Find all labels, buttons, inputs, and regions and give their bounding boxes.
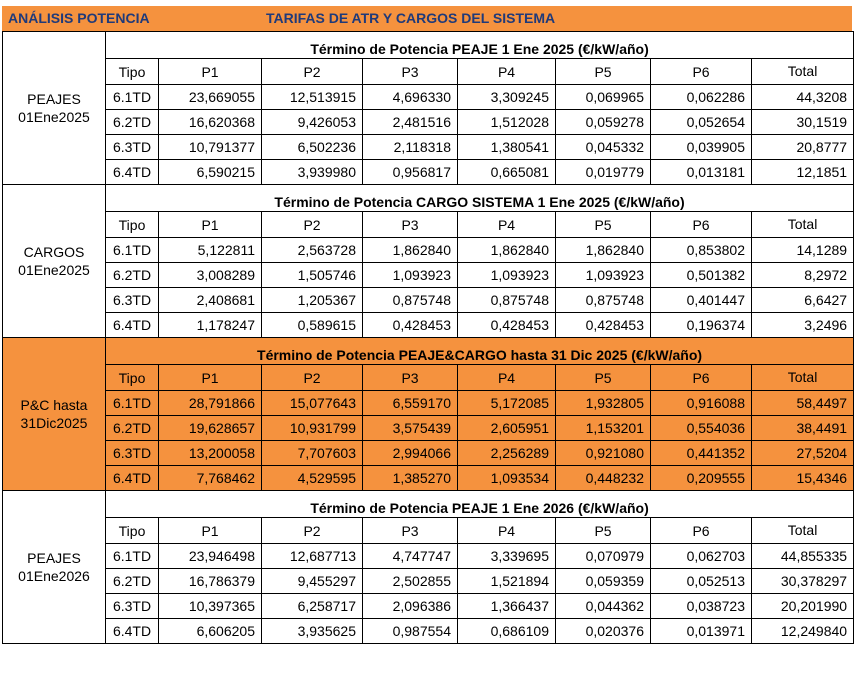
cell-tipo: 6.3TD <box>106 441 159 466</box>
cell-p6: 0,038723 <box>651 594 752 619</box>
cell-p1: 2,408681 <box>159 288 262 313</box>
cell-p6: 0,062703 <box>651 544 752 569</box>
cell-p3: 1,385270 <box>363 466 458 491</box>
section-title-row <box>3 32 854 59</box>
cell-p5: 0,921080 <box>556 441 651 466</box>
column-header-p3: P3 <box>363 59 458 85</box>
cell-p5: 0,428453 <box>556 313 651 338</box>
table-row <box>3 544 854 569</box>
cell-p4: 1,380541 <box>458 135 556 160</box>
column-header-p1: P1 <box>159 59 262 85</box>
cell-p6: 0,052513 <box>651 569 752 594</box>
cell-total: 6,6427 <box>752 288 854 313</box>
cell-p3: 0,987554 <box>363 619 458 644</box>
tariff-table-body <box>3 32 854 644</box>
cell-p2: 6,258717 <box>262 594 363 619</box>
cell-p1: 23,946498 <box>159 544 262 569</box>
cell-p3: 6,559170 <box>363 391 458 416</box>
cell-p4: 0,428453 <box>458 313 556 338</box>
cell-p2: 1,505746 <box>262 263 363 288</box>
cell-p3: 3,575439 <box>363 416 458 441</box>
cell-p2: 1,205367 <box>262 288 363 313</box>
column-header-total: Total <box>752 518 854 544</box>
cell-total: 12,1851 <box>752 160 854 185</box>
cell-p5: 0,070979 <box>556 544 651 569</box>
table-row <box>3 569 854 594</box>
cell-p4: 0,686109 <box>458 619 556 644</box>
cell-p4: 1,093923 <box>458 263 556 288</box>
column-header-total: Total <box>752 365 854 391</box>
cell-p6: 0,916088 <box>651 391 752 416</box>
cell-tipo: 6.4TD <box>106 313 159 338</box>
cell-p3: 0,875748 <box>363 288 458 313</box>
table-row <box>3 313 854 338</box>
cell-p1: 16,620368 <box>159 110 262 135</box>
cell-p1: 10,397365 <box>159 594 262 619</box>
cell-p6: 0,039905 <box>651 135 752 160</box>
cell-p3: 4,696330 <box>363 85 458 110</box>
table-row <box>3 85 854 110</box>
cell-p1: 28,791866 <box>159 391 262 416</box>
column-header-p1: P1 <box>159 518 262 544</box>
cell-p2: 2,563728 <box>262 238 363 263</box>
column-header-row <box>3 212 854 238</box>
column-header-row <box>3 59 854 85</box>
section-label-line2: 01Ene2025 <box>18 262 90 278</box>
cell-p6: 0,196374 <box>651 313 752 338</box>
cell-p5: 1,932805 <box>556 391 651 416</box>
cell-tipo: 6.2TD <box>106 263 159 288</box>
column-header-p2: P2 <box>262 212 363 238</box>
column-header-tipo: Tipo <box>106 212 159 238</box>
cell-p3: 2,481516 <box>363 110 458 135</box>
cell-p2: 12,513915 <box>262 85 363 110</box>
cell-p6: 0,013181 <box>651 160 752 185</box>
cell-total: 38,4491 <box>752 416 854 441</box>
cell-p2: 4,529595 <box>262 466 363 491</box>
cell-p5: 0,020376 <box>556 619 651 644</box>
cell-p6: 0,853802 <box>651 238 752 263</box>
cell-p3: 1,862840 <box>363 238 458 263</box>
cell-p4: 1,366437 <box>458 594 556 619</box>
section-label-line1: P&C hasta <box>20 397 88 413</box>
cell-p6: 0,441352 <box>651 441 752 466</box>
cell-total: 8,2972 <box>752 263 854 288</box>
cell-p5: 0,448232 <box>556 466 651 491</box>
column-header-p1: P1 <box>159 365 262 391</box>
cell-p5: 1,093923 <box>556 263 651 288</box>
column-header-p5: P5 <box>556 518 651 544</box>
cell-p6: 0,501382 <box>651 263 752 288</box>
cell-tipo: 6.4TD <box>106 160 159 185</box>
cell-p1: 5,122811 <box>159 238 262 263</box>
cell-p2: 15,077643 <box>262 391 363 416</box>
column-header-total: Total <box>752 59 854 85</box>
cell-total: 30,378297 <box>752 569 854 594</box>
table-row <box>3 110 854 135</box>
cell-p3: 0,428453 <box>363 313 458 338</box>
section-title: Término de Potencia CARGO SISTEMA 1 Ene 2025 (€/kW/año) <box>106 185 854 212</box>
cell-total: 44,3208 <box>752 85 854 110</box>
table-row <box>3 160 854 185</box>
cell-p6: 0,554036 <box>651 416 752 441</box>
column-header-p4: P4 <box>458 212 556 238</box>
cell-p6: 0,013971 <box>651 619 752 644</box>
cell-p5: 0,059278 <box>556 110 651 135</box>
cell-p1: 10,791377 <box>159 135 262 160</box>
cell-p5: 0,059359 <box>556 569 651 594</box>
cell-total: 12,249840 <box>752 619 854 644</box>
cell-total: 15,4346 <box>752 466 854 491</box>
cell-p3: 2,502855 <box>363 569 458 594</box>
cell-p2: 3,939980 <box>262 160 363 185</box>
column-header-p6: P6 <box>651 212 752 238</box>
cell-p1: 16,786379 <box>159 569 262 594</box>
section-label <box>3 32 106 185</box>
table-row <box>3 263 854 288</box>
cell-p4: 1,862840 <box>458 238 556 263</box>
cell-p4: 1,512028 <box>458 110 556 135</box>
column-header-tipo: Tipo <box>106 518 159 544</box>
cell-tipo: 6.4TD <box>106 466 159 491</box>
column-header-p3: P3 <box>363 518 458 544</box>
column-header-p1: P1 <box>159 212 262 238</box>
column-header-p3: P3 <box>363 212 458 238</box>
section-label-line1: PEAJES <box>27 550 81 566</box>
cell-p1: 7,768462 <box>159 466 262 491</box>
table-row <box>3 466 854 491</box>
column-header-p5: P5 <box>556 365 651 391</box>
cell-p3: 1,093923 <box>363 263 458 288</box>
section-label-line2: 31Dic2025 <box>20 415 88 431</box>
cell-tipo: 6.3TD <box>106 594 159 619</box>
cell-p2: 0,589615 <box>262 313 363 338</box>
tariff-table <box>2 31 854 644</box>
cell-total: 58,4497 <box>752 391 854 416</box>
cell-total: 27,5204 <box>752 441 854 466</box>
cell-p6: 0,209555 <box>651 466 752 491</box>
cell-p1: 6,606205 <box>159 619 262 644</box>
section-title-row <box>3 185 854 212</box>
cell-p1: 13,200058 <box>159 441 262 466</box>
cell-p1: 6,590215 <box>159 160 262 185</box>
column-header-p4: P4 <box>458 518 556 544</box>
column-header-p2: P2 <box>262 365 363 391</box>
column-header-p5: P5 <box>556 59 651 85</box>
cell-p3: 0,956817 <box>363 160 458 185</box>
cell-p2: 9,455297 <box>262 569 363 594</box>
header-title-right: TARIFAS DE ATR Y CARGOS DEL SISTEMA <box>266 10 556 26</box>
cell-p4: 0,665081 <box>458 160 556 185</box>
cell-total: 14,1289 <box>752 238 854 263</box>
cell-tipo: 6.2TD <box>106 416 159 441</box>
column-header-p3: P3 <box>363 365 458 391</box>
column-header-p4: P4 <box>458 365 556 391</box>
section-title: Término de Potencia PEAJE&CARGO hasta 31 Dic 2025 (€/kW/año) <box>106 338 854 365</box>
cell-tipo: 6.4TD <box>106 619 159 644</box>
cell-p2: 12,687713 <box>262 544 363 569</box>
table-row <box>3 594 854 619</box>
cell-tipo: 6.1TD <box>106 544 159 569</box>
cell-tipo: 6.2TD <box>106 110 159 135</box>
cell-p6: 0,052654 <box>651 110 752 135</box>
column-header-tipo: Tipo <box>106 59 159 85</box>
cell-p1: 23,669055 <box>159 85 262 110</box>
cell-tipo: 6.1TD <box>106 391 159 416</box>
column-header-p6: P6 <box>651 59 752 85</box>
cell-p3: 2,118318 <box>363 135 458 160</box>
section-label-line1: PEAJES <box>27 91 81 107</box>
section-label <box>3 491 106 644</box>
table-row <box>3 619 854 644</box>
cell-p5: 0,044362 <box>556 594 651 619</box>
table-row <box>3 238 854 263</box>
cell-p4: 2,605951 <box>458 416 556 441</box>
table-row <box>3 416 854 441</box>
column-header-p6: P6 <box>651 365 752 391</box>
cell-tipo: 6.1TD <box>106 238 159 263</box>
cell-p2: 10,931799 <box>262 416 363 441</box>
section-label-line2: 01Ene2025 <box>18 109 90 125</box>
section-label <box>3 338 106 491</box>
cell-total: 20,201990 <box>752 594 854 619</box>
table-row <box>3 135 854 160</box>
page-header <box>2 6 852 31</box>
cell-total: 3,2496 <box>752 313 854 338</box>
cell-p5: 1,153201 <box>556 416 651 441</box>
cell-p6: 0,062286 <box>651 85 752 110</box>
cell-p4: 0,875748 <box>458 288 556 313</box>
cell-p1: 3,008289 <box>159 263 262 288</box>
column-header-tipo: Tipo <box>106 365 159 391</box>
column-header-p5: P5 <box>556 212 651 238</box>
cell-total: 44,855335 <box>752 544 854 569</box>
cell-p2: 3,935625 <box>262 619 363 644</box>
column-header-p4: P4 <box>458 59 556 85</box>
cell-p3: 2,096386 <box>363 594 458 619</box>
section-label <box>3 185 106 338</box>
cell-tipo: 6.3TD <box>106 288 159 313</box>
cell-p4: 2,256289 <box>458 441 556 466</box>
table-row <box>3 288 854 313</box>
table-row <box>3 441 854 466</box>
cell-p4: 3,309245 <box>458 85 556 110</box>
section-label-line1: CARGOS <box>23 244 85 260</box>
cell-p5: 0,875748 <box>556 288 651 313</box>
header-title-left: ANÁLISIS POTENCIA <box>8 10 150 26</box>
column-header-row <box>3 518 854 544</box>
cell-p5: 0,019779 <box>556 160 651 185</box>
cell-p6: 0,401447 <box>651 288 752 313</box>
cell-tipo: 6.2TD <box>106 569 159 594</box>
cell-p2: 9,426053 <box>262 110 363 135</box>
section-title: Término de Potencia PEAJE 1 Ene 2026 (€/kW/año) <box>106 491 854 518</box>
section-title: Término de Potencia PEAJE 1 Ene 2025 (€/kW/año) <box>106 32 854 59</box>
cell-p3: 2,994066 <box>363 441 458 466</box>
cell-p1: 19,628657 <box>159 416 262 441</box>
cell-p4: 3,339695 <box>458 544 556 569</box>
cell-p3: 4,747747 <box>363 544 458 569</box>
column-header-row <box>3 365 854 391</box>
cell-p5: 0,045332 <box>556 135 651 160</box>
section-label-line2: 01Ene2026 <box>18 568 90 584</box>
table-row <box>3 391 854 416</box>
cell-p2: 6,502236 <box>262 135 363 160</box>
cell-total: 20,8777 <box>752 135 854 160</box>
column-header-p2: P2 <box>262 518 363 544</box>
column-header-p2: P2 <box>262 59 363 85</box>
cell-p4: 5,172085 <box>458 391 556 416</box>
cell-tipo: 6.3TD <box>106 135 159 160</box>
cell-p5: 0,069965 <box>556 85 651 110</box>
cell-p1: 1,178247 <box>159 313 262 338</box>
section-title-row <box>3 338 854 365</box>
cell-total: 30,1519 <box>752 110 854 135</box>
cell-p2: 7,707603 <box>262 441 363 466</box>
section-title-row <box>3 491 854 518</box>
cell-p4: 1,521894 <box>458 569 556 594</box>
column-header-total: Total <box>752 212 854 238</box>
column-header-p6: P6 <box>651 518 752 544</box>
cell-tipo: 6.1TD <box>106 85 159 110</box>
cell-p4: 1,093534 <box>458 466 556 491</box>
cell-p5: 1,862840 <box>556 238 651 263</box>
